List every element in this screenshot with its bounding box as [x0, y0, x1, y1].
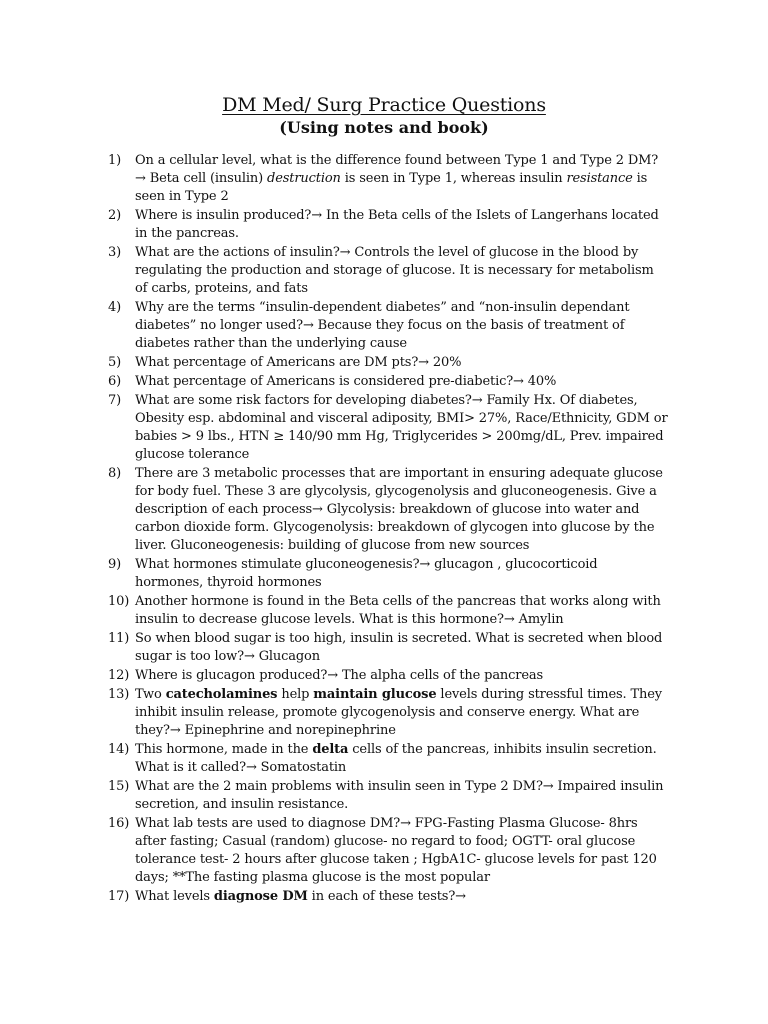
question-item — [108, 354, 668, 372]
text-run: is seen in Type 1, whereas insulin — [340, 171, 567, 186]
question-text — [135, 594, 661, 627]
question-text — [135, 355, 461, 370]
text-run: What lab tests are used to diagnose DM?→ FPG-Fasting Plasma Glucose- 8hrs after fasting; Casual (random) glucose- no regard to food; OGTT- oral glucose tolerance test- 2 hours after glucose taken ; HgbA1C- glucose levels for past 120 days; **The fasting plasma glucose is the most popular — [135, 816, 657, 885]
text-run: Two — [135, 687, 166, 702]
question-text — [135, 557, 597, 590]
question-list — [108, 152, 668, 907]
question-item — [108, 667, 668, 685]
question-text — [135, 466, 663, 553]
text-run: levels during stressful times. They inhibit insulin release, promote glycogenolysis and conserve energy. What are they?→ Epinephrine and norepinephrine — [135, 687, 662, 738]
text-run: There are 3 metabolic processes that are important in ensuring adequate glucose for body fuel. These 3 are glycolysis, glycogenolysis and gluconeogenesis. Give a description of each process→ Glycolysis: breakdown of glucose into water and carbon dioxide form. Glycogenolysis: breakdown of glycogen into glucose by the liver. Gluconeogenesis: building of glucose from new sources — [135, 466, 663, 553]
question-item — [108, 244, 668, 298]
question-item — [108, 888, 668, 906]
text-run: What are the 2 main problems with insulin seen in Type 2 DM?→ Impaired insulin secretion, and insulin resistance. — [135, 779, 664, 812]
question-text — [135, 245, 654, 296]
question-text — [135, 300, 629, 351]
question-number: 11) — [108, 631, 130, 646]
question-text — [135, 816, 657, 885]
question-number: 13) — [108, 687, 130, 702]
text-run: help — [277, 687, 314, 702]
question-item — [108, 556, 668, 592]
emphasis-bold: catecholamines — [165, 687, 278, 702]
text-run: Another hormone is found in the Beta cells of the pancreas that works along with insulin to decrease glucose levels. What is this hormone?→ Amylin — [135, 594, 661, 627]
question-number: 3) — [108, 245, 122, 260]
question-text — [135, 208, 659, 241]
text-run: Where is glucagon produced?→ The alpha cells of the pancreas — [135, 668, 544, 683]
question-number: 17) — [108, 889, 130, 904]
question-item — [108, 741, 668, 777]
question-text — [135, 668, 543, 683]
question-number: 9) — [108, 557, 122, 572]
text-run: What are the actions of insulin?→ Controls the level of glucose in the blood by regulating the production and storage of glucose. It is necessary for metabolism of carbs, proteins, and fats — [135, 245, 654, 296]
text-run: What percentage of Americans are DM pts?→ 20% — [135, 355, 462, 370]
question-text — [135, 393, 668, 462]
text-run: Where is insulin produced?→ In the Beta cells of the Islets of Langerhans located in the pancreas. — [135, 208, 659, 241]
question-number: 1) — [108, 153, 122, 168]
question-number: 4) — [108, 300, 122, 315]
question-item — [108, 373, 668, 391]
text-run: So when blood sugar is too high, insulin is secreted. What is secreted when blood sugar is too low?→ Glucagon — [135, 631, 663, 664]
question-number: 7) — [108, 393, 122, 408]
question-number: 16) — [108, 816, 130, 831]
question-item — [108, 815, 668, 887]
text-run: in each of these tests?→ — [307, 889, 466, 904]
text-run: cells of the pancreas, inhibits insulin secretion. What is it called?→ Somatostatin — [135, 742, 657, 775]
question-text — [135, 631, 662, 664]
question-number: 8) — [108, 466, 122, 481]
question-text — [135, 889, 466, 904]
text-run: What hormones stimulate gluconeogenesis?→ glucagon , glucocorticoid hormones, thyroid hormones — [135, 557, 598, 590]
question-number: 15) — [108, 779, 130, 794]
question-item — [108, 686, 668, 740]
question-text — [135, 374, 556, 389]
text-run: Why are the terms “insulin-dependent diabetes” and “non-insulin dependant diabetes” no longer used?→ Because they focus on the basis of treatment of diabetes rather than the underlying cause — [135, 300, 630, 351]
question-item — [108, 593, 668, 629]
question-number: 6) — [108, 374, 122, 389]
emphasis-bold: maintain glucose — [313, 687, 437, 702]
question-number: 14) — [108, 742, 130, 757]
document-subtitle: (Using notes and book) — [279, 118, 489, 137]
question-text — [135, 742, 657, 775]
document-title-text: DM Med/ Surg Practice Questions — [222, 94, 546, 116]
emphasis-italic: destruction — [267, 171, 341, 186]
question-text — [135, 779, 663, 812]
text-run: What are some risk factors for developing diabetes?→ Family Hx. Of diabetes, Obesity esp. abdominal and visceral adiposity, BMI> 27%, Race/Ethnicity, GDM or babies > 9 lbs., HTN ≥ 140/90 mm Hg, Triglycerides > 200mg/dL, Prev. impaired glucose tolerance — [135, 393, 668, 462]
text-run: What levels — [135, 889, 214, 904]
question-number: 12) — [108, 668, 130, 683]
question-item — [108, 465, 668, 555]
emphasis-bold: diagnose DM — [213, 889, 308, 904]
question-item — [108, 630, 668, 666]
question-text — [135, 153, 658, 204]
emphasis-italic: resistance — [566, 171, 633, 186]
question-item — [108, 152, 668, 206]
text-run: What percentage of Americans is considered pre-diabetic?→ 40% — [135, 374, 557, 389]
emphasis-bold: delta — [312, 742, 349, 757]
question-item — [108, 299, 668, 353]
question-item — [108, 207, 668, 243]
document-title — [0, 94, 768, 116]
text-run: is seen in Type 2 — [135, 171, 648, 204]
text-run: On a cellular level, what is the difference found between Type 1 and Type 2 DM?→ Beta cell (insulin) — [135, 153, 659, 186]
question-number: 5) — [108, 355, 122, 370]
question-item — [108, 778, 668, 814]
question-number: 2) — [108, 208, 122, 223]
text-run: This hormone, made in the — [135, 742, 313, 757]
question-text — [135, 687, 662, 738]
question-number: 10) — [108, 594, 130, 609]
question-item — [108, 392, 668, 464]
